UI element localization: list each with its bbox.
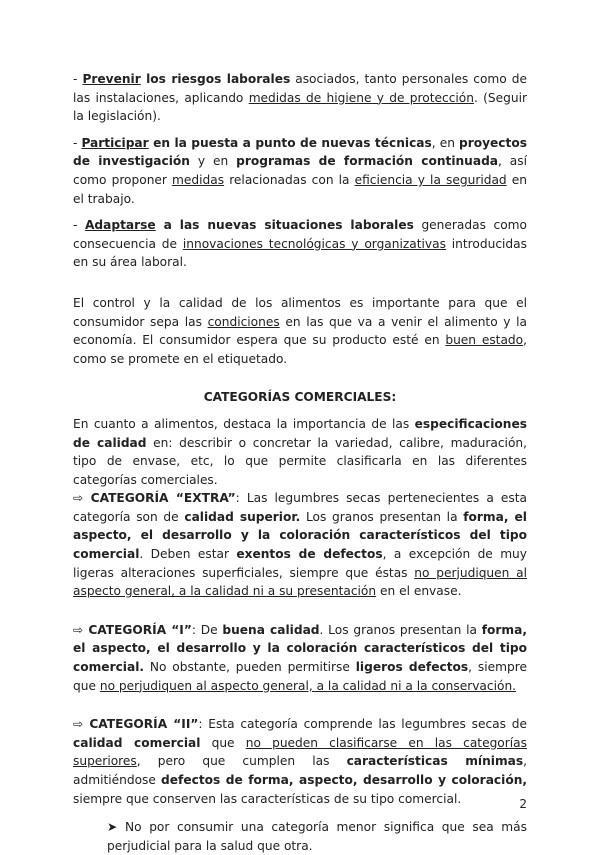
paragraph-participar: - Participar en la puesta a punto de nuevas técnicas, en proyectos de investigación y en programas de formación continuada, así como proponer medidas relacionadas con la eficiencia y la seguridad en el trabajo.	[73, 135, 528, 206]
category-title: CATEGORÍA “I”	[83, 622, 192, 637]
verb-adaptarse: Adaptarse	[84, 218, 156, 233]
category-title: CATEGORÍA “EXTRA”	[83, 491, 236, 506]
arrow-right-icon: ⇨	[73, 491, 84, 506]
paragraph-control-calidad: El control y la calidad de los alimentos es importante para que el consumidor sepa las condiciones en las que va a venir el alimento y la economía. El consumidor espera que su producto esté en buen estado, como se promete en el etiquetado.	[73, 295, 527, 366]
document-body	[73, 70, 527, 855]
category-title: CATEGORÍA “II”	[83, 717, 199, 732]
paragraph-especificaciones: En cuanto a alimentos, destaca la importancia de las especificaciones de calidad en: describir o concretar la variedad, calibre, maduración, tipo de envase, etc, lo que permite clasificarla en las diferentes categorías comerciales.	[73, 416, 527, 487]
dash: -	[73, 72, 83, 86]
paragraph-prevenir: - Prevenir los riesgos laborales asociados, tanto personales como de las instalaciones, aplicando medidas de higiene y de protección. (Seguir la legislación).	[73, 72, 527, 124]
note-bullet: ➤ No por consumir una categoría menor significa que sea más perjudicial para la salud que otra.	[107, 820, 527, 853]
paragraph-adaptarse: - Adaptarse a las nuevas situaciones laborales generadas como consecuencia de innovaciones tecnológicas y organizativas introducidas en su área laboral.	[73, 218, 527, 270]
section-heading: CATEGORÍAS COMERCIALES:	[203, 390, 397, 405]
arrow-right-icon: ⇨	[73, 717, 84, 732]
category-i: ⇨ CATEGORÍA “I”: De buena calidad. Los granos presentan la forma, el aspecto, el desarrollo y la coloración característicos del tipo comercial. No obstante, pueden permitirse ligeros defectos, siempre que no perjudiquen al aspecto general, a la calidad ni a la conservación.	[73, 622, 527, 693]
verb-prevenir: Prevenir	[82, 72, 141, 86]
category-extra: ⇨ CATEGORÍA “EXTRA”: Las legumbres secas pertenecientes a esta categoría son de calidad superior. Los granos presentan la forma, el aspecto, el desarrollo y la coloración característicos del tipo comercial. Deben estar exentos de defectos, a excepción de muy ligeras alteraciones superficiales, siempre que éstas no perjudiquen al aspecto general, a la calidad ni a su presentación en el envase.	[73, 491, 527, 599]
page-number: 2	[519, 797, 527, 811]
category-ii: ⇨ CATEGORÍA “II”: Esta categoría comprende las legumbres secas de calidad comercial que no pueden clasificarse en las categorías superiores, pero que cumplen las características mínimas, admitiéndose defectos de forma, aspecto, desarrollo y coloración, siempre que conserven las características de su tipo comercial.	[73, 717, 528, 806]
verb-participar: Participar	[81, 135, 149, 150]
arrowhead-bullet-icon: ➤	[107, 820, 118, 835]
arrow-right-icon: ⇨	[73, 622, 84, 637]
underlined-phrase: medidas de higiene y de protección	[248, 90, 474, 105]
